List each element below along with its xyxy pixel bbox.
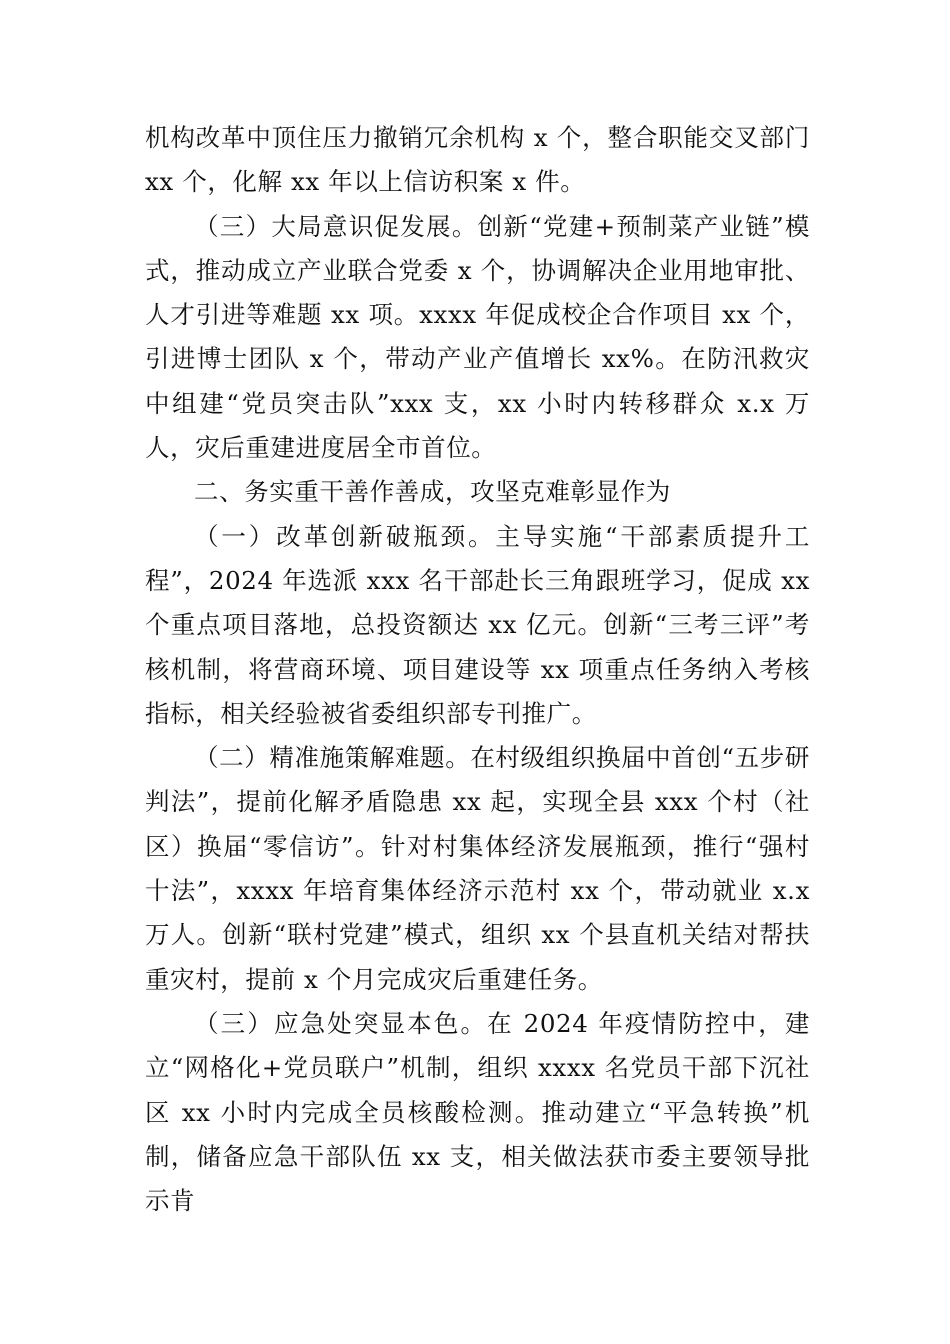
paragraph-continuation: 机构改革中顶住压力撤销冗余机构 x 个，整合职能交叉部门 xx 个，化解 xx 年以上信访积案 x 件。	[145, 123, 810, 197]
paragraph-overall-development: （三）大局意识促发展。创新“党建+预制菜产业链”模式，推动成立产业联合党委 x 个，协调解决企业用地审批、人才引进等难题 xx 项。xxxx 年促成校企合作项目 xx 个，引进博士团队 x 个，带动产业产值增长 xx%。在防汛救灾中组建“党员突击队”xxx 支，xx 小时内转移群众 x.x 万人，灾后重建进度居全市首位。	[145, 211, 810, 463]
section-heading: 二、务实重干善作善成，攻坚克难彰显作为	[194, 477, 671, 507]
paragraph-emergency-response: （三）应急处突显本色。在 2024 年疫情防控中，建立“网格化+党员联户”机制，组织 xxxx 名党员干部下沉社区 xx 小时内完成全员核酸检测。推动建立“平急转换”机制，储备应急干部队伍 xx 支，相关做法获市委主要领导批示肯	[145, 1008, 810, 1216]
paragraph-reform-innovation: （一）改革创新破瓶颈。主导实施“干部素质提升工程”，2024 年选派 xxx 名干部赴长三角跟班学习，促成 xx 个重点项目落地，总投资额达 xx 亿元。创新“三考三评”考核机制，将营商环境、项目建设等 xx 项重点任务纳入考核指标，相关经验被省委组织部专刊推广。	[145, 521, 810, 728]
document-body	[145, 116, 810, 1223]
paragraph-precise-policy: （二）精准施策解难题。在村级组织换届中首创“五步研判法”，提前化解矛盾隐患 xx 起，实现全县 xxx 个村（社区）换届“零信访”。针对村集体经济发展瓶颈，推行“强村十法”，xxxx 年培育集体经济示范村 xx 个，带动就业 x.x 万人。创新“联村党建”模式，组织 xx 个县直机关结对帮扶重灾村，提前 x 个月完成灾后重建任务。	[145, 743, 810, 994]
